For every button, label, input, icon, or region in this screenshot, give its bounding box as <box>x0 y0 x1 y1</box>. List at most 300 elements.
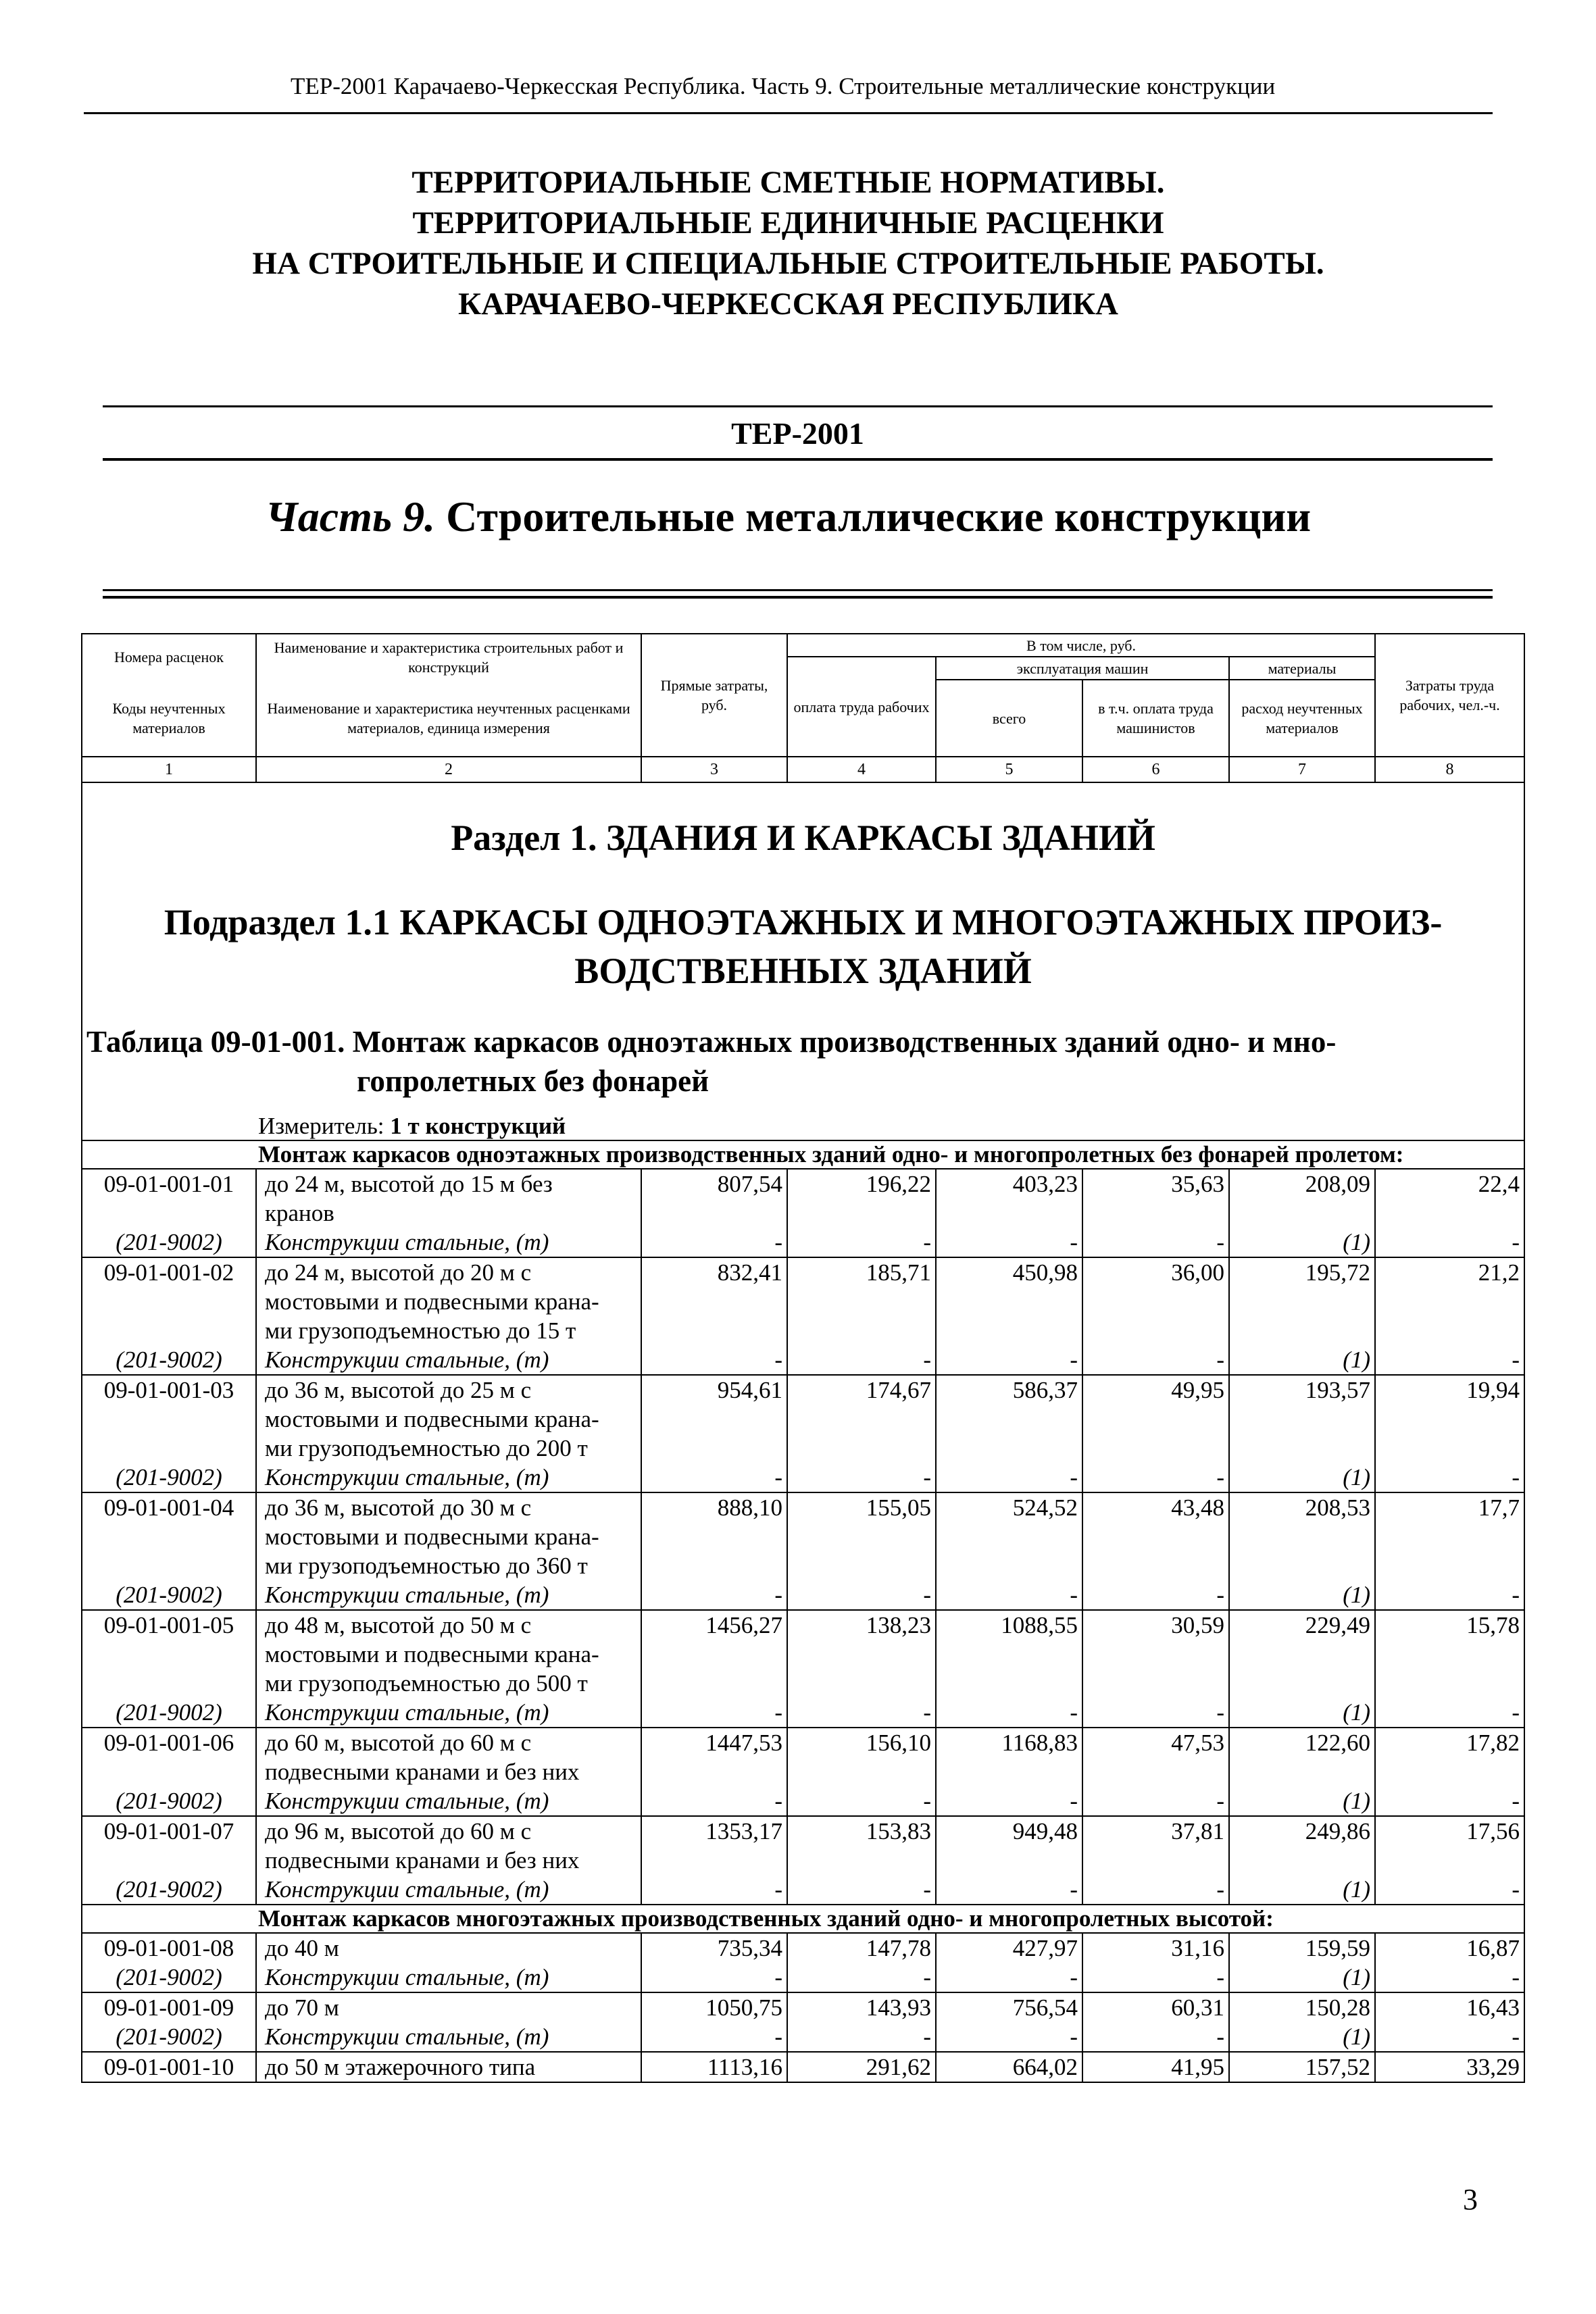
rate-value: 153,83 <box>787 1816 936 1846</box>
rate-row <box>82 1640 1524 1669</box>
rate-value <box>1229 1434 1375 1463</box>
material-amount: (1) <box>1229 1345 1375 1375</box>
rate-value: 208,09 <box>1229 1169 1375 1199</box>
part-title <box>84 492 1493 542</box>
rate-value <box>1375 1551 1524 1580</box>
rate-value <box>1229 1199 1375 1228</box>
header-labor-hours: Затраты труда рабочих, чел.-ч. <box>1375 634 1524 757</box>
header-material-codes: Коды неучтенных материалов <box>82 680 256 757</box>
rate-row <box>82 1257 1524 1287</box>
material-dash: - <box>936 2022 1082 2052</box>
material-code: (201-9002) <box>82 1228 256 1257</box>
work-name: подвесными кранами и без них <box>256 1846 641 1875</box>
material-dash: - <box>1375 1228 1524 1257</box>
table-title <box>82 995 1524 1101</box>
material-dash: - <box>936 1875 1082 1905</box>
material-amount: (1) <box>1229 1786 1375 1816</box>
rate-value <box>936 1199 1082 1228</box>
title-line: ТЕРРИТОРИАЛЬНЫЕ ЕДИНИЧНЫЕ РАСЦЕНКИ <box>412 205 1164 241</box>
material-row <box>82 1463 1524 1492</box>
rate-value <box>936 1757 1082 1786</box>
part-number: Часть 9. <box>265 493 436 540</box>
rate-value: 157,52 <box>1229 2052 1375 2082</box>
material-name: Конструкции стальные, (т) <box>256 1875 641 1905</box>
rate-value: 21,2 <box>1375 1257 1524 1287</box>
rate-value <box>1229 1405 1375 1434</box>
column-number: 6 <box>1082 757 1229 782</box>
rate-value: 143,93 <box>787 1992 936 2022</box>
rate-value: 122,60 <box>1229 1728 1375 1757</box>
rate-value: 159,59 <box>1229 1933 1375 1963</box>
rate-row <box>82 1405 1524 1434</box>
header-in-total: В том числе, руб. <box>787 634 1375 657</box>
header-machines: эксплуатация машин <box>936 657 1229 680</box>
material-row <box>82 1698 1524 1728</box>
rate-value <box>1375 1846 1524 1875</box>
rate-value <box>1375 1405 1524 1434</box>
rate-code: 09-01-001-02 <box>82 1257 256 1287</box>
column-numbers <box>82 757 1524 782</box>
material-row <box>82 1345 1524 1375</box>
rate-value <box>1082 1199 1229 1228</box>
rate-value: 524,52 <box>936 1492 1082 1522</box>
rate-code: 09-01-001-05 <box>82 1610 256 1640</box>
rate-code <box>82 1846 256 1875</box>
rate-value <box>936 1434 1082 1463</box>
material-code: (201-9002) <box>82 1875 256 1905</box>
rate-code: 09-01-001-06 <box>82 1728 256 1757</box>
rate-code: 09-01-001-09 <box>82 1992 256 2022</box>
rate-value <box>787 1287 936 1316</box>
rate-value: 36,00 <box>1082 1257 1229 1287</box>
work-name: ми грузоподъемностью до 200 т <box>256 1434 641 1463</box>
rate-row <box>82 1434 1524 1463</box>
column-number: 1 <box>82 757 256 782</box>
rate-code <box>82 1199 256 1228</box>
rate-value <box>1082 1287 1229 1316</box>
header-material-names: Наименование и характеристика неучтенных расценками материалов, единица измерения <box>256 680 641 757</box>
material-dash: - <box>1082 1786 1229 1816</box>
rate-value: 19,94 <box>1375 1375 1524 1405</box>
subsection-line: ВОДСТВЕННЫХ ЗДАНИЙ <box>574 951 1032 991</box>
rate-code <box>82 1551 256 1580</box>
group-row <box>82 1140 1524 1169</box>
rate-value: 1168,83 <box>936 1728 1082 1757</box>
material-dash: - <box>787 1875 936 1905</box>
material-name: Конструкции стальные, (т) <box>256 1786 641 1816</box>
rate-code: 09-01-001-04 <box>82 1492 256 1522</box>
work-name: до 70 м <box>256 1992 641 2022</box>
rate-code <box>82 1434 256 1463</box>
title-line: НА СТРОИТЕЛЬНЫЕ И СПЕЦИАЛЬНЫЕ СТРОИТЕЛЬНЫЕ РАБОТЫ. <box>252 246 1324 281</box>
rate-value <box>936 1640 1082 1669</box>
document-title <box>84 162 1493 324</box>
page-number: 3 <box>1463 2183 1478 2216</box>
rate-value: 664,02 <box>936 2052 1082 2082</box>
material-dash: - <box>787 1345 936 1375</box>
rate-value <box>787 1757 936 1786</box>
material-name: Конструкции стальные, (т) <box>256 1698 641 1728</box>
rate-code: 09-01-001-03 <box>82 1375 256 1405</box>
rate-value: 43,48 <box>1082 1492 1229 1522</box>
material-code: (201-9002) <box>82 1580 256 1610</box>
rate-value <box>1082 1551 1229 1580</box>
material-dash: - <box>936 1786 1082 1816</box>
material-amount: (1) <box>1229 1875 1375 1905</box>
material-dash: - <box>1082 1580 1229 1610</box>
material-dash: - <box>641 1698 787 1728</box>
work-name: мостовыми и подвесными крана- <box>256 1287 641 1316</box>
rate-value <box>1375 1757 1524 1786</box>
rate-value <box>1082 1757 1229 1786</box>
rate-value <box>787 1669 936 1698</box>
material-code: (201-9002) <box>82 1698 256 1728</box>
rate-value: 832,41 <box>641 1257 787 1287</box>
material-row <box>82 2022 1524 2052</box>
material-dash: - <box>1375 1786 1524 1816</box>
work-name: кранов <box>256 1199 641 1228</box>
material-amount: (1) <box>1229 1228 1375 1257</box>
rate-value: 41,95 <box>1082 2052 1229 2082</box>
rate-value <box>1229 1846 1375 1875</box>
rate-value: 229,49 <box>1229 1610 1375 1640</box>
rate-value <box>1375 1316 1524 1345</box>
rate-code <box>82 1757 256 1786</box>
rate-value <box>1082 1669 1229 1698</box>
rate-row <box>82 1816 1524 1846</box>
rate-value: 807,54 <box>641 1169 787 1199</box>
rate-value: 138,23 <box>787 1610 936 1640</box>
rate-value <box>641 1287 787 1316</box>
material-dash: - <box>1375 1463 1524 1492</box>
divider-rule <box>103 405 1493 407</box>
table-title-line: гопролетных без фонарей <box>357 1064 709 1098</box>
rate-code: 09-01-001-10 <box>82 2052 256 2082</box>
material-dash: - <box>1375 1963 1524 1992</box>
rate-value <box>1375 1640 1524 1669</box>
material-dash: - <box>1375 1580 1524 1610</box>
rate-row <box>82 1933 1524 1963</box>
rate-value <box>1082 1316 1229 1345</box>
material-dash: - <box>787 1580 936 1610</box>
rate-value: 949,48 <box>936 1816 1082 1846</box>
rate-value <box>1229 1522 1375 1551</box>
rate-value <box>1375 1669 1524 1698</box>
header-operator-pay: в т.ч. оплата труда машинистов <box>1082 680 1229 757</box>
work-name: до 40 м <box>256 1933 641 1963</box>
rate-value: 735,34 <box>641 1933 787 1963</box>
material-name: Конструкции стальные, (т) <box>256 1228 641 1257</box>
rate-code <box>82 1640 256 1669</box>
rate-value: 16,43 <box>1375 1992 1524 2022</box>
rate-value: 586,37 <box>936 1375 1082 1405</box>
rate-value: 1456,27 <box>641 1610 787 1640</box>
work-name: ми грузоподъемностью до 15 т <box>256 1316 641 1345</box>
work-name: до 60 м, высотой до 60 м с <box>256 1728 641 1757</box>
rate-value: 16,87 <box>1375 1933 1524 1963</box>
rate-code: 09-01-001-01 <box>82 1169 256 1199</box>
rate-code: 09-01-001-07 <box>82 1816 256 1846</box>
group-heading: Монтаж каркасов одноэтажных производственных зданий одно- и многопролетных без фонарей пролетом: <box>82 1140 1524 1169</box>
rate-value <box>1082 1434 1229 1463</box>
material-amount: (1) <box>1229 1698 1375 1728</box>
rate-value: 33,29 <box>1375 2052 1524 2082</box>
rate-value: 1050,75 <box>641 1992 787 2022</box>
material-name: Конструкции стальные, (т) <box>256 1580 641 1610</box>
rate-row <box>82 1169 1524 1199</box>
column-number: 8 <box>1375 757 1524 782</box>
rate-value <box>1229 1316 1375 1345</box>
rate-value: 156,10 <box>787 1728 936 1757</box>
work-name: до 36 м, высотой до 25 м с <box>256 1375 641 1405</box>
rate-value: 208,53 <box>1229 1492 1375 1522</box>
rate-value <box>936 1846 1082 1875</box>
rate-row <box>82 1287 1524 1316</box>
header-rule <box>84 112 1493 114</box>
rate-row <box>82 1551 1524 1580</box>
rate-value <box>641 1669 787 1698</box>
material-amount: (1) <box>1229 1463 1375 1492</box>
material-row <box>82 1786 1524 1816</box>
measure-value: 1 т конструкций <box>390 1113 566 1139</box>
rate-value: 31,16 <box>1082 1933 1229 1963</box>
material-name: Конструкции стальные, (т) <box>256 1963 641 1992</box>
header-rate-number: Номера расценок <box>82 634 256 680</box>
column-number: 4 <box>787 757 936 782</box>
work-name: ми грузоподъемностью до 360 т <box>256 1551 641 1580</box>
material-dash: - <box>787 1228 936 1257</box>
rate-value <box>936 1522 1082 1551</box>
header-machines-total: всего <box>936 680 1082 757</box>
rate-value: 756,54 <box>936 1992 1082 2022</box>
rate-value: 450,98 <box>936 1257 1082 1287</box>
material-code: (201-9002) <box>82 2022 256 2052</box>
table-header <box>82 634 1524 782</box>
rate-value <box>641 1434 787 1463</box>
table-title-line: Таблица 09-01-001. Монтаж каркасов одноэтажных производственных зданий одно- и мно- <box>86 1025 1337 1059</box>
material-dash: - <box>641 1580 787 1610</box>
column-number: 2 <box>256 757 641 782</box>
rate-value: 1088,55 <box>936 1610 1082 1640</box>
material-dash: - <box>787 1698 936 1728</box>
rate-value <box>936 1316 1082 1345</box>
rate-value: 17,7 <box>1375 1492 1524 1522</box>
material-dash: - <box>1082 1345 1229 1375</box>
rate-value <box>641 1757 787 1786</box>
material-dash: - <box>1375 1698 1524 1728</box>
divider-rule <box>103 596 1493 599</box>
material-dash: - <box>1375 1345 1524 1375</box>
rate-value: 403,23 <box>936 1169 1082 1199</box>
material-code: (201-9002) <box>82 1963 256 1992</box>
rate-value <box>641 1522 787 1551</box>
rate-value <box>1229 1287 1375 1316</box>
rate-value: 291,62 <box>787 2052 936 2082</box>
material-dash: - <box>787 1786 936 1816</box>
material-name: Конструкции стальные, (т) <box>256 1463 641 1492</box>
material-dash: - <box>936 1463 1082 1492</box>
section-heading: Раздел 1. ЗДАНИЯ И КАРКАСЫ ЗДАНИЙ <box>82 782 1524 864</box>
measure-label: Измеритель: <box>258 1113 391 1139</box>
work-name: до 24 м, высотой до 20 м с <box>256 1257 641 1287</box>
work-name: ми грузоподъемностью до 500 т <box>256 1669 641 1698</box>
rate-row <box>82 1757 1524 1786</box>
rate-value <box>1229 1640 1375 1669</box>
rate-value <box>787 1434 936 1463</box>
work-name: до 36 м, высотой до 30 м с <box>256 1492 641 1522</box>
title-line: ТЕРРИТОРИАЛЬНЫЕ СМЕТНЫЕ НОРМАТИВЫ. <box>412 165 1165 200</box>
rate-value <box>1229 1551 1375 1580</box>
rate-value <box>1082 1846 1229 1875</box>
rate-value: 954,61 <box>641 1375 787 1405</box>
rate-value <box>641 1846 787 1875</box>
material-code: (201-9002) <box>82 1463 256 1492</box>
part-name: Строительные металлические конструкции <box>435 493 1312 540</box>
rate-value: 1353,17 <box>641 1816 787 1846</box>
rate-value <box>1082 1405 1229 1434</box>
material-row <box>82 1228 1524 1257</box>
rate-row <box>82 2052 1524 2082</box>
rate-row <box>82 1992 1524 2022</box>
material-dash: - <box>936 1228 1082 1257</box>
material-dash: - <box>641 1463 787 1492</box>
material-code: (201-9002) <box>82 1786 256 1816</box>
material-dash: - <box>641 1228 787 1257</box>
material-dash: - <box>787 2022 936 2052</box>
rate-value: 49,95 <box>1082 1375 1229 1405</box>
measure-unit <box>82 1101 1524 1140</box>
rate-value <box>787 1316 936 1345</box>
rate-code <box>82 1405 256 1434</box>
rate-value <box>787 1199 936 1228</box>
rate-value <box>1229 1669 1375 1698</box>
material-dash: - <box>1375 2022 1524 2052</box>
rate-value <box>1375 1434 1524 1463</box>
rate-value: 35,63 <box>1082 1169 1229 1199</box>
rates-table <box>81 633 1525 2083</box>
rate-value <box>936 1287 1082 1316</box>
rate-value <box>787 1522 936 1551</box>
work-name: мостовыми и подвесными крана- <box>256 1640 641 1669</box>
ter-label: ТЕР-2001 <box>731 416 864 451</box>
rate-row <box>82 1522 1524 1551</box>
work-name: мостовыми и подвесными крана- <box>256 1522 641 1551</box>
work-name: подвесными кранами и без них <box>256 1757 641 1786</box>
subsection-line: Подраздел 1.1 КАРКАСЫ ОДНОЭТАЖНЫХ И МНОГОЭТАЖНЫХ ПРОИЗ- <box>164 902 1443 942</box>
work-name: до 50 м этажерочного типа <box>256 2052 641 2082</box>
material-dash: - <box>641 1875 787 1905</box>
rate-row <box>82 1728 1524 1757</box>
rate-value: 1447,53 <box>641 1728 787 1757</box>
header-direct-costs: Прямые затраты, руб. <box>641 634 787 757</box>
rate-value: 888,10 <box>641 1492 787 1522</box>
rate-code <box>82 1522 256 1551</box>
material-code: (201-9002) <box>82 1345 256 1375</box>
rate-row <box>82 1199 1524 1228</box>
rate-value: 17,82 <box>1375 1728 1524 1757</box>
divider-rule <box>103 589 1493 591</box>
rate-code <box>82 1287 256 1316</box>
column-number: 7 <box>1229 757 1375 782</box>
header-materials: материалы <box>1229 657 1375 680</box>
rate-value: 196,22 <box>787 1169 936 1199</box>
header-material-usage: расход неучтенных материалов <box>1229 680 1375 757</box>
rate-row <box>82 1375 1524 1405</box>
material-dash: - <box>1082 1698 1229 1728</box>
material-dash: - <box>641 1345 787 1375</box>
rate-value <box>1229 1757 1375 1786</box>
rate-value: 249,86 <box>1229 1816 1375 1846</box>
material-dash: - <box>787 1463 936 1492</box>
work-name: до 24 м, высотой до 15 м без <box>256 1169 641 1199</box>
rate-value: 47,53 <box>1082 1728 1229 1757</box>
material-row <box>82 1963 1524 1992</box>
material-dash: - <box>1082 2022 1229 2052</box>
divider-rule <box>103 458 1493 461</box>
rate-value: 155,05 <box>787 1492 936 1522</box>
rate-value: 174,67 <box>787 1375 936 1405</box>
material-dash: - <box>936 1345 1082 1375</box>
rate-value <box>936 1669 1082 1698</box>
rate-value: 193,57 <box>1229 1375 1375 1405</box>
rate-code: 09-01-001-08 <box>82 1933 256 1963</box>
material-dash: - <box>641 2022 787 2052</box>
rate-value <box>641 1640 787 1669</box>
rate-value: 427,97 <box>936 1933 1082 1963</box>
rate-value: 195,72 <box>1229 1257 1375 1287</box>
work-name: до 96 м, высотой до 60 м с <box>256 1816 641 1846</box>
material-row <box>82 1580 1524 1610</box>
material-dash: - <box>1082 1228 1229 1257</box>
rate-code <box>82 1316 256 1345</box>
rate-row <box>82 1846 1524 1875</box>
rate-value: 17,56 <box>1375 1816 1524 1846</box>
work-name: до 48 м, высотой до 50 м с <box>256 1610 641 1640</box>
rate-value: 1113,16 <box>641 2052 787 2082</box>
title-line: КАРАЧАЕВО-ЧЕРКЕССКАЯ РЕСПУБЛИКА <box>458 286 1118 322</box>
rate-value <box>787 1551 936 1580</box>
subsection-heading <box>82 864 1524 995</box>
group-row <box>82 1905 1524 1933</box>
rate-value <box>641 1551 787 1580</box>
rate-value <box>641 1199 787 1228</box>
material-dash: - <box>1082 1875 1229 1905</box>
rate-value: 30,59 <box>1082 1610 1229 1640</box>
rate-row <box>82 1610 1524 1640</box>
rate-value: 22,4 <box>1375 1169 1524 1199</box>
material-dash: - <box>641 1963 787 1992</box>
rate-value <box>641 1316 787 1345</box>
table-body <box>82 782 1524 2082</box>
rate-value <box>936 1405 1082 1434</box>
material-amount: (1) <box>1229 2022 1375 2052</box>
material-dash: - <box>1375 1875 1524 1905</box>
rate-value: 37,81 <box>1082 1816 1229 1846</box>
rate-value <box>1375 1199 1524 1228</box>
column-number: 3 <box>641 757 787 782</box>
rate-value <box>1082 1522 1229 1551</box>
rate-value <box>641 1405 787 1434</box>
rate-value: 185,71 <box>787 1257 936 1287</box>
rate-code <box>82 1669 256 1698</box>
rate-value <box>1082 1640 1229 1669</box>
rate-value <box>1375 1522 1524 1551</box>
rate-value <box>787 1640 936 1669</box>
material-row <box>82 1875 1524 1905</box>
material-dash: - <box>936 1698 1082 1728</box>
material-dash: - <box>936 1963 1082 1992</box>
rate-value: 60,31 <box>1082 1992 1229 2022</box>
